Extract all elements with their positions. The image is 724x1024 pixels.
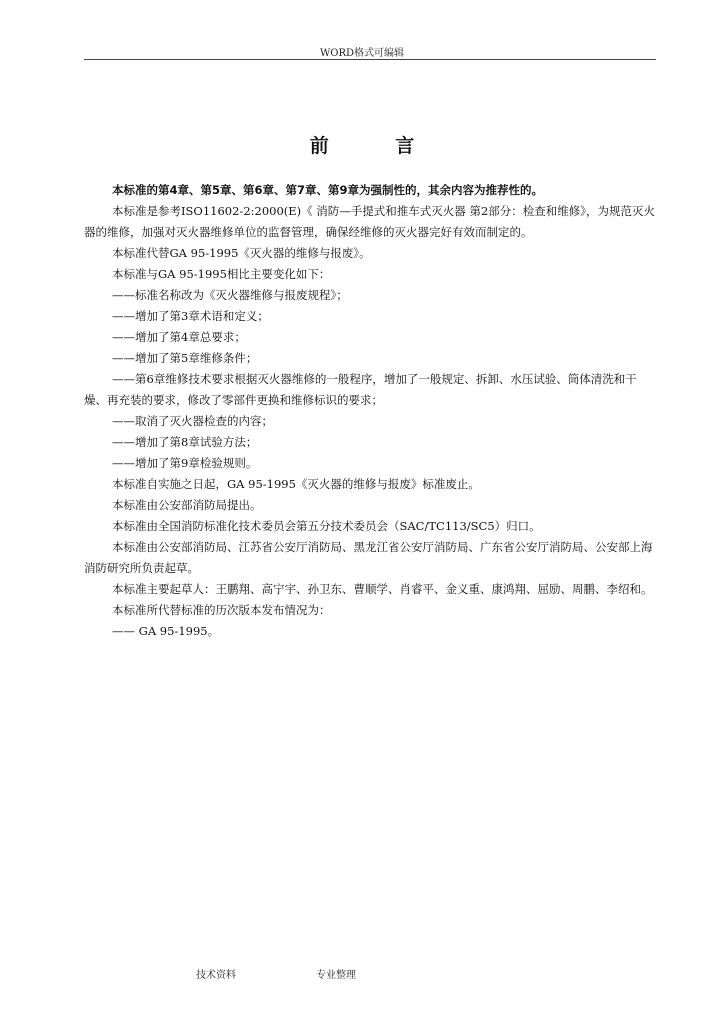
paragraph: 本标准由全国消防标准化技术委员会第五分技术委员会（SAC/TC113/SC5）归口。 (112, 519, 541, 533)
change-list-item: ——取消了灭火器检查的内容； (112, 414, 273, 428)
paragraph: 本标准与GA 95-1995相比主要变化如下： (112, 267, 331, 281)
header-divider (84, 59, 656, 60)
page-header: WORD格式可编辑 (319, 48, 405, 59)
paragraph: 本标准主要起草人：王鹏翔、高宁宇、孙卫东、曹顺学、肖睿平、金义重、康鸿翔、屈励、周鹏、李绍和。 (112, 582, 653, 596)
paragraph: —— GA 95-1995。 (112, 624, 220, 638)
paragraph: 本标准代替GA 95-1995《灭火器的维修与报废》。 (112, 246, 371, 260)
footer-right-text: 专业整理 (316, 970, 356, 981)
section-title: 前 言 (309, 135, 445, 157)
paragraph: 本标准由公安部消防局、江苏省公安厅消防局、黑龙江省公安厅消防局、广东省公安厅消防局、公安部上海消防研究所负责起草。 (84, 540, 653, 575)
change-list-item: ——增加了第5章维修条件； (112, 351, 258, 365)
change-list-item: ——标准名称改为《灭火器维修与报废规程》； (112, 288, 348, 302)
paragraph-mandatory-note: 本标准的第4章、第5章、第6章、第7章、第9章为强制性的，其余内容为推荐性的。 (112, 183, 544, 197)
paragraph: 本标准自实施之日起，GA 95-1995《灭火器的维修与报废》标准废止。 (112, 477, 480, 491)
paragraph: 本标准是参考ISO11602-2:2000(E)《 消防—手提式和推车式灭火器 第2部分：检查和维修》，为规范灭火器的维修，加强对灭火器维修单位的监督管理，确保经维修的灭火器完好有效而制定的。 (84, 204, 656, 239)
footer-left-text: 技术资料 (196, 970, 236, 981)
change-list-item: ——增加了第4章总要求； (112, 330, 246, 344)
change-list-item: ——第6章维修技术要求根据灭火器维修的一般程序，增加了一般规定、拆卸、水压试验、筒体清洗和干燥、再充装的要求，修改了零部件更换和维修标识的要求； (84, 372, 637, 407)
change-list-item: ——增加了第8章试验方法； (112, 435, 258, 449)
change-list-item: ——增加了第9章检验规则。 (112, 456, 258, 470)
foreword-body (84, 180, 658, 642)
paragraph: 本标准由公安部消防局提出。 (112, 498, 262, 512)
paragraph: 本标准所代替标准的历次版本发布情况为： (112, 603, 331, 617)
change-list-item: ——增加了第3章术语和定义； (112, 309, 269, 323)
